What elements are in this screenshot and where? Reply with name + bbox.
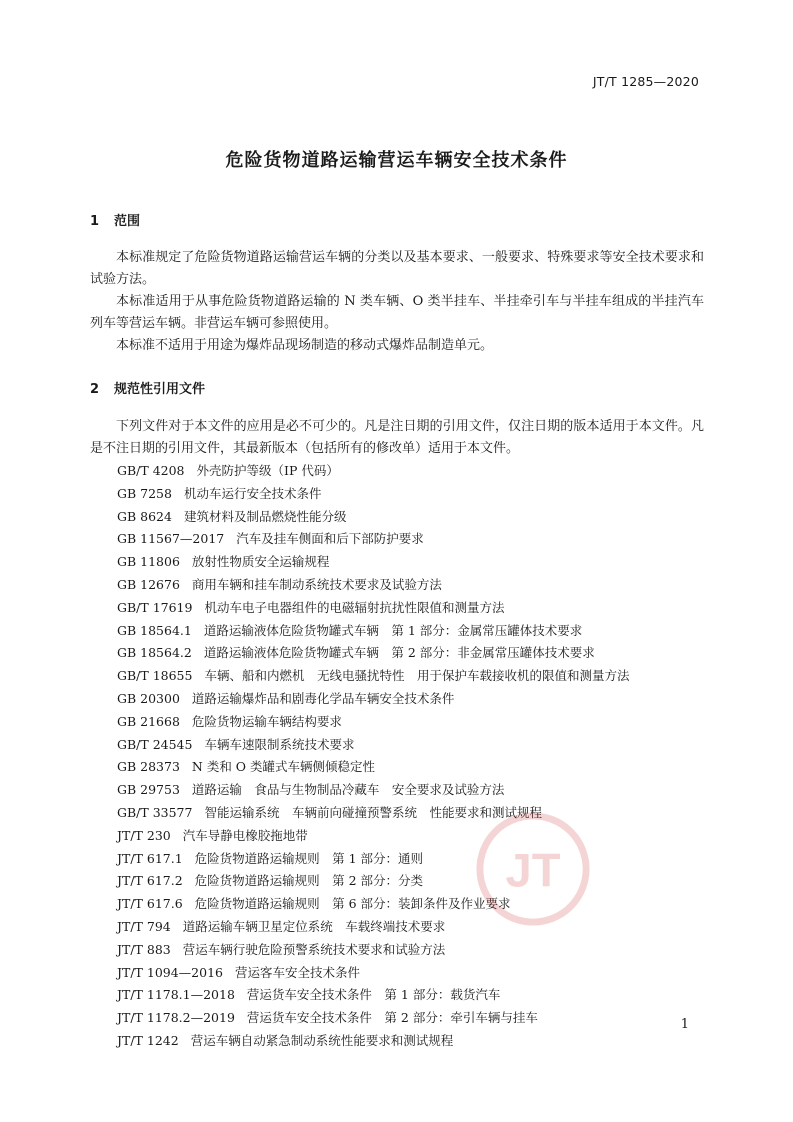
reference-code: JT/T 1242 — [117, 1032, 179, 1048]
reference-title: 汽车及挂车侧面和后下部防护要求 — [236, 531, 424, 547]
reference-item — [117, 962, 629, 985]
reference-code: GB/T 17619 — [117, 599, 193, 615]
reference-item — [117, 734, 629, 757]
reference-title: 危险货物道路运输规则 第 1 部分：通则 — [194, 850, 424, 866]
reference-code: JT/T 1178.2—2019 — [117, 1010, 235, 1026]
reference-code: GB 11567—2017 — [117, 531, 225, 547]
paragraph: 本标准不适用于用途为爆炸品现场制造的移动式爆炸品制造单元。 — [116, 338, 494, 353]
reference-item — [117, 688, 629, 711]
reference-code: JT/T 617.6 — [117, 896, 183, 912]
section-number: 1 — [90, 214, 100, 229]
reference-code: GB 12676 — [117, 576, 180, 592]
reference-item — [117, 756, 629, 779]
reference-item — [117, 551, 629, 574]
reference-title: 道路运输爆炸品和剧毒化学品车辆安全技术条件 — [191, 690, 455, 706]
reference-title: 危险货物运输车辆结构要求 — [191, 713, 342, 729]
reference-code: GB 28373 — [117, 759, 180, 775]
reference-item — [117, 620, 629, 643]
reference-title: 车辆车速限制系统技术要求 — [204, 736, 355, 752]
reference-item — [117, 825, 629, 848]
reference-title: 营运客车安全技术条件 — [235, 964, 361, 980]
reference-title: 道路运输 食品与生物制品冷藏车 安全要求及试验方法 — [191, 782, 505, 798]
reference-code: GB 7258 — [117, 485, 172, 501]
reference-code: GB/T 4208 — [117, 463, 185, 478]
reference-code: GB 11806 — [117, 554, 180, 570]
document-title: 危险货物道路运输营运车辆安全技术条件 — [225, 150, 568, 171]
reference-title: 智能运输系统 车辆前向碰撞预警系统 性能要求和测试规程 — [204, 804, 542, 820]
reference-item — [117, 460, 629, 483]
section-title: 范围 — [114, 214, 141, 229]
reference-item — [117, 597, 629, 620]
reference-item — [117, 1007, 629, 1030]
reference-item — [117, 779, 629, 802]
reference-code: JT/T 230 — [117, 827, 171, 843]
reference-item — [117, 848, 629, 871]
reference-title: 车辆、船和内燃机 无线电骚扰特性 用于保护车载接收机的限值和测量方法 — [204, 668, 630, 684]
reference-item — [117, 916, 629, 939]
reference-code: JT/T 883 — [117, 941, 171, 957]
standard-code: JT/T 1285—2020 — [592, 74, 699, 89]
reference-item — [117, 506, 629, 529]
reference-title: 机动车电子电器组件的电磁辐射抗扰性限值和测量方法 — [204, 599, 505, 615]
reference-item — [117, 1030, 629, 1053]
reference-code: GB 29753 — [117, 782, 180, 798]
reference-title: 危险货物道路运输规则 第 6 部分：装卸条件及作业要求 — [194, 896, 511, 912]
section-2-heading — [90, 378, 205, 397]
reference-code: JT/T 1178.1—2018 — [117, 987, 235, 1003]
reference-title: 道路运输车辆卫星定位系统 车载终端技术要求 — [182, 918, 446, 934]
reference-item — [117, 711, 629, 734]
reference-item — [117, 665, 629, 688]
paragraph: 下列文件对于本文件的应用是必不可少的。凡是注日期的引用文件，仅注日期的版本适用于本文件。凡是不注日期的引用文件，其最新版本（包括所有的修改单）适用于本文件。 — [90, 419, 704, 456]
reference-item — [117, 939, 629, 962]
reference-title: 商用车辆和挂车制动系统技术要求及试验方法 — [191, 576, 442, 592]
normative-references-list — [117, 460, 629, 1053]
reference-title: 汽车导静电橡胶拖地带 — [182, 827, 308, 843]
reference-code: GB 20300 — [117, 690, 180, 706]
reference-code: GB/T 33577 — [117, 804, 193, 820]
reference-item — [117, 870, 629, 893]
section-number: 2 — [90, 382, 100, 397]
reference-title: 营运货车安全技术条件 第 1 部分：载货汽车 — [246, 987, 501, 1003]
reference-item — [117, 483, 629, 506]
watermark-text: JT — [505, 844, 561, 898]
reference-item — [117, 642, 629, 665]
reference-code: GB 8624 — [117, 508, 172, 524]
reference-title: 放射性物质安全运输规程 — [191, 554, 330, 570]
reference-title: 机动车运行安全技术条件 — [183, 485, 322, 501]
reference-title: 道路运输液体危险货物罐式车辆 第 1 部分：金属常压罐体技术要求 — [203, 622, 583, 638]
paragraph: 本标准适用于从事危险货物道路运输的 N 类车辆、O 类半挂车、半挂牵引车与半挂车组成的半挂汽车列车等营运车辆。非营运车辆可参照使用。 — [90, 294, 704, 331]
reference-code: JT/T 1094—2016 — [117, 964, 223, 980]
reference-code: GB 21668 — [117, 713, 180, 729]
reference-item — [117, 984, 629, 1007]
section-title: 规范性引用文件 — [114, 382, 206, 397]
reference-code: JT/T 794 — [117, 918, 171, 934]
reference-title: 危险货物道路运输规则 第 2 部分：分类 — [194, 873, 424, 889]
reference-title: 建筑材料及制品燃烧性能分级 — [183, 508, 347, 524]
reference-title: 营运车辆自动紧急制动系统性能要求和测试规程 — [190, 1032, 454, 1048]
reference-item — [117, 893, 629, 916]
reference-title: N 类和 O 类罐式车辆侧倾稳定性 — [191, 759, 376, 775]
reference-item — [117, 528, 629, 551]
reference-code: GB 18564.2 — [117, 645, 192, 661]
reference-code: GB 18564.1 — [117, 622, 192, 638]
reference-item — [117, 574, 629, 597]
section-1-heading — [90, 210, 140, 229]
reference-title: 营运车辆行驶危险预警系统技术要求和试验方法 — [182, 941, 446, 957]
paragraph: 本标准规定了危险货物道路运输营运车辆的分类以及基本要求、一般要求、特殊要求等安全技术要求和试验方法。 — [90, 250, 704, 287]
reference-title: 外壳防护等级（IP 代码） — [196, 463, 339, 478]
reference-item — [117, 802, 629, 825]
page-number: 1 — [680, 1017, 689, 1032]
reference-code: GB/T 18655 — [117, 668, 193, 684]
reference-title: 营运货车安全技术条件 第 2 部分：牵引车辆与挂车 — [246, 1010, 538, 1026]
reference-code: JT/T 617.2 — [117, 873, 183, 889]
reference-code: JT/T 617.1 — [117, 850, 183, 866]
reference-title: 道路运输液体危险货物罐式车辆 第 2 部分：非金属常压罐体技术要求 — [203, 645, 595, 661]
reference-code: GB/T 24545 — [117, 736, 193, 752]
